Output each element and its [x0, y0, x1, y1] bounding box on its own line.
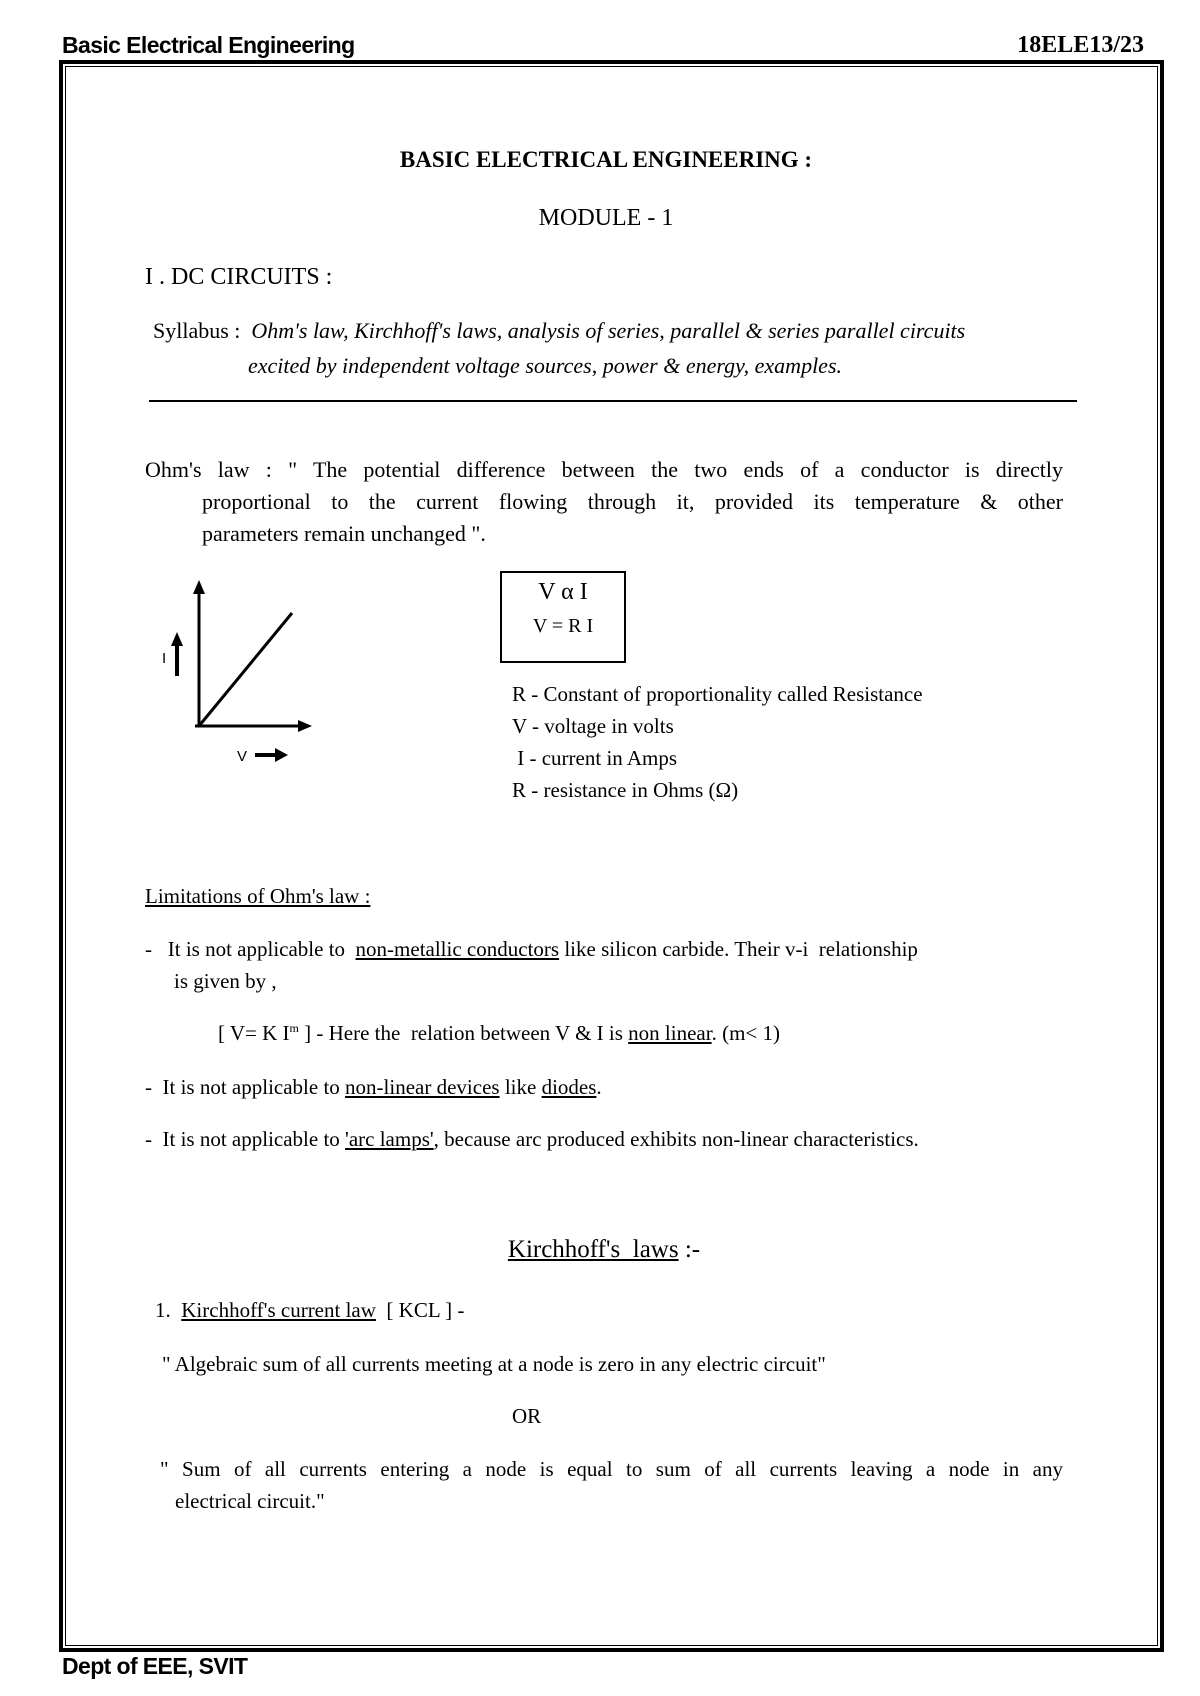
kirchhoff-heading — [0, 1236, 1200, 1264]
limitations-heading: Limitations of Ohm's law : — [145, 884, 371, 908]
text: ] - Here the relation between V & I is — [298, 1021, 629, 1045]
up-arrow-icon — [171, 632, 183, 676]
text: - It is not applicable to — [145, 1075, 346, 1099]
text: . (m< 1) — [711, 1021, 780, 1045]
kcl-statement-2-cont: electrical circuit." — [175, 1489, 325, 1513]
module-heading: MODULE - 1 — [538, 205, 674, 231]
number: 1. — [155, 1298, 182, 1322]
page-border — [59, 60, 1164, 1652]
underlined-term: non-metallic conductors — [355, 937, 560, 961]
definition-item: I - current in Amps — [512, 746, 678, 770]
ohms-law-formula: V = R I — [532, 615, 594, 637]
definition-item: R - resistance in Ohms (Ω) — [512, 778, 739, 802]
underlined-term: Kirchhoff's current law — [181, 1298, 376, 1322]
text: , because arc produced exhibits non-linear characteristics. — [433, 1127, 919, 1151]
text: [ KCL ] - — [375, 1298, 465, 1322]
limitation-item — [145, 1127, 919, 1152]
text: like silicon carbide. Their v-i relationship — [559, 937, 918, 961]
limitation-item — [145, 937, 918, 962]
ohms-law-line-2: proportional to the current flowing through it, provided its temperature & other — [202, 489, 1063, 514]
proportionality-formula: V α I — [538, 579, 588, 605]
ohms-law-line-1: Ohm's law : " The potential difference between the two ends of a conductor is directly — [145, 457, 1063, 482]
or-separator: OR — [512, 1404, 542, 1428]
definition-item: R - Constant of proportionality called Resistance — [512, 682, 923, 706]
power-law-formula — [218, 1021, 780, 1046]
exponent: m — [289, 1021, 299, 1035]
header-course-code: 18ELE13/23 — [1017, 32, 1144, 58]
x-axis-label: V — [237, 748, 248, 765]
text: - It is not applicable to — [145, 1127, 346, 1151]
header-title: Basic Electrical Engineering — [62, 32, 355, 58]
limitation-item — [145, 1075, 602, 1100]
underlined-term: 'arc lamps' — [345, 1127, 434, 1151]
formula-box — [500, 571, 626, 663]
heading-text: Kirchhoff's laws — [507, 1236, 679, 1263]
footer-department: Dept of EEE, SVIT — [62, 1653, 248, 1679]
kcl-statement-1: " Algebraic sum of all currents meeting at a node is zero in any electric circuit" — [162, 1352, 826, 1376]
syllabus-line-1 — [153, 318, 965, 344]
text: . — [596, 1075, 602, 1099]
syllabus-text: Ohm's law, Kirchhoff's laws, analysis of series, parallel & series parallel circuits — [251, 318, 966, 343]
y-axis-label: I — [162, 650, 167, 667]
ohms-law-line-3: parameters remain unchanged ". — [202, 521, 486, 546]
syllabus-label: Syllabus : — [153, 318, 241, 343]
document-title: BASIC ELECTRICAL ENGINEERING : — [399, 147, 813, 172]
vi-graph — [150, 570, 350, 770]
divider — [149, 400, 1077, 402]
section-heading: I . DC CIRCUITS : — [145, 264, 333, 290]
vi-line — [199, 613, 292, 726]
text: - It is not applicable to — [145, 937, 356, 961]
kcl-statement-2: " Sum of all currents entering a node is equal to sum of all currents leaving a node in any — [160, 1457, 1063, 1481]
x-axis — [195, 720, 312, 732]
syllabus-line-2: excited by independent voltage sources, power & energy, examples. — [248, 353, 843, 378]
underlined-term: non linear — [628, 1021, 712, 1045]
kcl-heading — [155, 1298, 464, 1323]
underlined-term: diodes — [541, 1075, 597, 1099]
y-axis — [193, 580, 205, 726]
text: like — [499, 1075, 542, 1099]
definition-item: V - voltage in volts — [512, 714, 674, 738]
limitation-item-cont: is given by , — [174, 969, 277, 993]
underlined-term: non-linear devices — [345, 1075, 500, 1099]
right-arrow-icon — [255, 748, 288, 762]
text: [ V= K I — [218, 1021, 290, 1045]
heading-suffix: :- — [678, 1236, 701, 1263]
